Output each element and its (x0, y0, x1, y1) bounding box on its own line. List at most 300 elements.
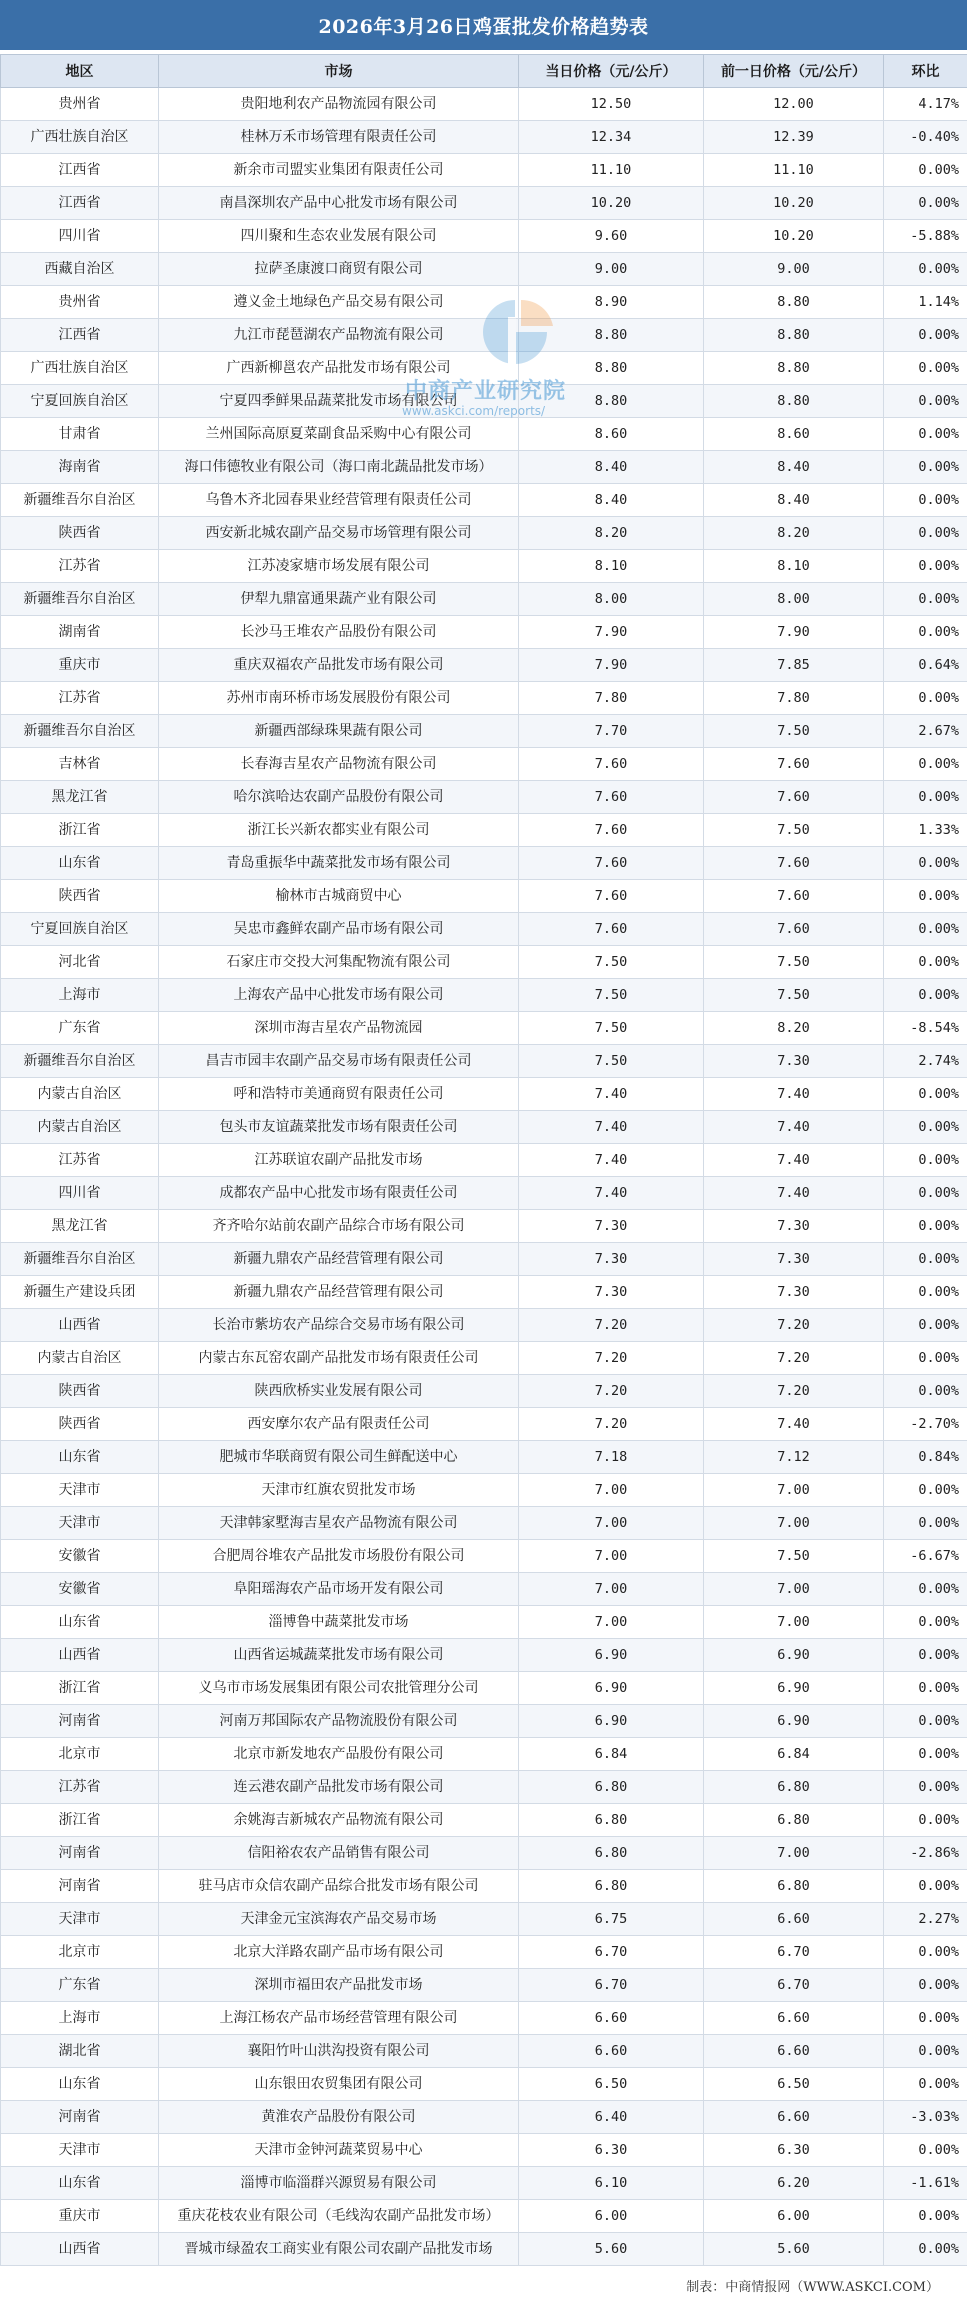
cell-previous-price: 7.40 (704, 1177, 884, 1210)
cell-region: 湖北省 (1, 2035, 159, 2068)
cell-previous-price: 8.40 (704, 451, 884, 484)
cell-region: 陕西省 (1, 1375, 159, 1408)
cell-change: 0.00% (884, 1309, 967, 1342)
cell-market: 重庆花枝农业有限公司（毛线沟农副产品批发市场） (159, 2200, 519, 2233)
cell-previous-price: 7.50 (704, 946, 884, 979)
table-row (1, 1804, 967, 1837)
cell-change: 4.17% (884, 88, 967, 121)
cell-today-price: 7.30 (519, 1243, 704, 1276)
cell-market: 深圳市福田农产品批发市场 (159, 1969, 519, 2002)
cell-region: 河南省 (1, 1870, 159, 1903)
table-row (1, 1375, 967, 1408)
cell-previous-price: 6.80 (704, 1804, 884, 1837)
cell-today-price: 7.60 (519, 880, 704, 913)
cell-market: 天津市红旗农贸批发市场 (159, 1474, 519, 1507)
cell-change: 0.00% (884, 1804, 967, 1837)
table-row (1, 1474, 967, 1507)
table-row (1, 649, 967, 682)
cell-market: 青岛重振华中蔬菜批发市场有限公司 (159, 847, 519, 880)
cell-today-price: 7.18 (519, 1441, 704, 1474)
cell-today-price: 7.60 (519, 913, 704, 946)
cell-previous-price: 8.80 (704, 319, 884, 352)
cell-region: 天津市 (1, 1507, 159, 1540)
table-row (1, 1672, 967, 1705)
cell-market: 九江市琵琶湖农产品物流有限公司 (159, 319, 519, 352)
table-row (1, 1969, 967, 2002)
cell-market: 陕西欣桥实业发展有限公司 (159, 1375, 519, 1408)
cell-region: 陕西省 (1, 517, 159, 550)
table-row (1, 616, 967, 649)
table-row (1, 880, 967, 913)
cell-market: 石家庄市交投大河集配物流有限公司 (159, 946, 519, 979)
cell-change: 0.00% (884, 2134, 967, 2167)
cell-region: 新疆维吾尔自治区 (1, 1243, 159, 1276)
cell-today-price: 12.34 (519, 121, 704, 154)
table-row (1, 682, 967, 715)
cell-today-price: 7.60 (519, 781, 704, 814)
cell-change: 0.00% (884, 484, 967, 517)
cell-today-price: 6.90 (519, 1705, 704, 1738)
cell-today-price: 6.75 (519, 1903, 704, 1936)
cell-change: 0.00% (884, 682, 967, 715)
cell-today-price: 8.60 (519, 418, 704, 451)
cell-today-price: 6.84 (519, 1738, 704, 1771)
cell-previous-price: 7.50 (704, 1540, 884, 1573)
watermark-text: 中商产业研究院 (405, 378, 567, 404)
table-row (1, 583, 967, 616)
cell-change: 0.00% (884, 1144, 967, 1177)
cell-change: 0.00% (884, 1078, 967, 1111)
cell-market: 新余市司盟实业集团有限责任公司 (159, 154, 519, 187)
cell-today-price: 7.40 (519, 1144, 704, 1177)
cell-change: -2.70% (884, 1408, 967, 1441)
cell-region: 西藏自治区 (1, 253, 159, 286)
cell-today-price: 6.80 (519, 1804, 704, 1837)
cell-today-price: 7.20 (519, 1408, 704, 1441)
table-row (1, 2101, 967, 2134)
cell-change: 0.00% (884, 880, 967, 913)
cell-previous-price: 9.00 (704, 253, 884, 286)
cell-today-price: 7.60 (519, 814, 704, 847)
cell-previous-price: 6.70 (704, 1936, 884, 1969)
cell-region: 新疆维吾尔自治区 (1, 484, 159, 517)
cell-previous-price: 7.40 (704, 1078, 884, 1111)
cell-region: 广西壮族自治区 (1, 121, 159, 154)
cell-market: 齐齐哈尔站前农副产品综合市场有限公司 (159, 1210, 519, 1243)
table-row (1, 154, 967, 187)
cell-today-price: 6.90 (519, 1672, 704, 1705)
cell-change: 0.00% (884, 2035, 967, 2068)
table-row (1, 253, 967, 286)
cell-previous-price: 6.84 (704, 1738, 884, 1771)
cell-market: 连云港农副产品批发市场有限公司 (159, 1771, 519, 1804)
table-row (1, 979, 967, 1012)
cell-region: 河南省 (1, 1837, 159, 1870)
cell-today-price: 7.90 (519, 616, 704, 649)
cell-previous-price: 7.20 (704, 1375, 884, 1408)
cell-region: 河北省 (1, 946, 159, 979)
cell-region: 重庆市 (1, 649, 159, 682)
cell-market: 天津市金钟河蔬菜贸易中心 (159, 2134, 519, 2167)
table-row (1, 1276, 967, 1309)
cell-previous-price: 7.50 (704, 979, 884, 1012)
cell-previous-price: 7.12 (704, 1441, 884, 1474)
source-note: 制表：中商情报网（WWW.ASKCI.COM） (686, 2280, 939, 2295)
table-row (1, 1639, 967, 1672)
cell-region: 浙江省 (1, 1804, 159, 1837)
cell-region: 黑龙江省 (1, 1210, 159, 1243)
table-row (1, 1606, 967, 1639)
cell-change: -1.61% (884, 2167, 967, 2200)
cell-market: 新疆九鼎农产品经营管理有限公司 (159, 1243, 519, 1276)
cell-market: 苏州市南环桥市场发展股份有限公司 (159, 682, 519, 715)
table-row (1, 2167, 967, 2200)
cell-region: 江西省 (1, 154, 159, 187)
table-row (1, 913, 967, 946)
cell-today-price: 6.60 (519, 2002, 704, 2035)
cell-region: 贵州省 (1, 88, 159, 121)
cell-market: 江苏联谊农副产品批发市场 (159, 1144, 519, 1177)
cell-change: 0.00% (884, 517, 967, 550)
cell-today-price: 7.50 (519, 1045, 704, 1078)
cell-market: 合肥周谷堆农产品批发市场股份有限公司 (159, 1540, 519, 1573)
cell-region: 内蒙古自治区 (1, 1342, 159, 1375)
cell-market: 深圳市海吉星农产品物流园 (159, 1012, 519, 1045)
cell-region: 湖南省 (1, 616, 159, 649)
cell-region: 陕西省 (1, 880, 159, 913)
cell-change: 0.00% (884, 1243, 967, 1276)
cell-market: 山东银田农贸集团有限公司 (159, 2068, 519, 2101)
cell-change: 0.00% (884, 781, 967, 814)
cell-today-price: 5.60 (519, 2233, 704, 2266)
cell-region: 江苏省 (1, 1771, 159, 1804)
cell-region: 山东省 (1, 1606, 159, 1639)
cell-market: 长春海吉星农产品物流有限公司 (159, 748, 519, 781)
table-row (1, 319, 967, 352)
cell-market: 襄阳竹叶山洪沟投资有限公司 (159, 2035, 519, 2068)
cell-previous-price: 7.60 (704, 748, 884, 781)
cell-region: 内蒙古自治区 (1, 1078, 159, 1111)
table-row (1, 1210, 967, 1243)
table-row (1, 121, 967, 154)
cell-change: 0.84% (884, 1441, 967, 1474)
cell-market: 北京市新发地农产品股份有限公司 (159, 1738, 519, 1771)
cell-change: 0.00% (884, 1177, 967, 1210)
cell-today-price: 6.60 (519, 2035, 704, 2068)
cell-previous-price: 7.40 (704, 1111, 884, 1144)
cell-today-price: 7.50 (519, 1012, 704, 1045)
table-row (1, 1408, 967, 1441)
cell-previous-price: 6.30 (704, 2134, 884, 2167)
cell-change: 0.00% (884, 1606, 967, 1639)
cell-region: 安徽省 (1, 1540, 159, 1573)
cell-change: 0.00% (884, 1936, 967, 1969)
cell-region: 内蒙古自治区 (1, 1111, 159, 1144)
cell-market: 重庆双福农产品批发市场有限公司 (159, 649, 519, 682)
cell-today-price: 8.80 (519, 319, 704, 352)
cell-today-price: 8.00 (519, 583, 704, 616)
cell-market: 海口伟德牧业有限公司（海口南北蔬品批发市场） (159, 451, 519, 484)
cell-market: 信阳裕农农产品销售有限公司 (159, 1837, 519, 1870)
table-row (1, 814, 967, 847)
cell-change: 0.00% (884, 748, 967, 781)
cell-today-price: 7.40 (519, 1177, 704, 1210)
column-header-region: 地区 (1, 55, 159, 88)
cell-change: 1.33% (884, 814, 967, 847)
cell-region: 浙江省 (1, 814, 159, 847)
cell-today-price: 7.70 (519, 715, 704, 748)
cell-previous-price: 7.20 (704, 1309, 884, 1342)
cell-region: 天津市 (1, 2134, 159, 2167)
cell-market: 天津金元宝滨海农产品交易市场 (159, 1903, 519, 1936)
cell-change: 1.14% (884, 286, 967, 319)
cell-change: -3.03% (884, 2101, 967, 2134)
cell-region: 广西壮族自治区 (1, 352, 159, 385)
cell-change: -0.40% (884, 121, 967, 154)
cell-region: 北京市 (1, 1936, 159, 1969)
cell-previous-price: 7.60 (704, 781, 884, 814)
cell-market: 晋城市绿盈农工商实业有限公司农副产品批发市场 (159, 2233, 519, 2266)
cell-market: 余姚海吉新城农产品物流有限公司 (159, 1804, 519, 1837)
cell-change: 0.00% (884, 1474, 967, 1507)
cell-today-price: 6.70 (519, 1969, 704, 2002)
cell-today-price: 6.40 (519, 2101, 704, 2134)
table-row (1, 550, 967, 583)
cell-today-price: 7.60 (519, 847, 704, 880)
cell-region: 新疆维吾尔自治区 (1, 1045, 159, 1078)
cell-previous-price: 10.20 (704, 220, 884, 253)
cell-change: 0.00% (884, 1738, 967, 1771)
table-row (1, 88, 967, 121)
cell-today-price: 7.80 (519, 682, 704, 715)
table-row (1, 220, 967, 253)
cell-region: 上海市 (1, 979, 159, 1012)
cell-previous-price: 7.00 (704, 1507, 884, 1540)
cell-previous-price: 7.00 (704, 1573, 884, 1606)
table-row (1, 2002, 967, 2035)
cell-change: 0.00% (884, 319, 967, 352)
watermark-url: www.askci.com/reports/ (402, 404, 546, 418)
cell-change: 0.00% (884, 253, 967, 286)
cell-previous-price: 6.60 (704, 1903, 884, 1936)
cell-previous-price: 8.80 (704, 286, 884, 319)
cell-change: 0.00% (884, 451, 967, 484)
table-row (1, 1441, 967, 1474)
cell-market: 北京大洋路农副产品市场有限公司 (159, 1936, 519, 1969)
cell-market: 遵义金土地绿色产品交易有限公司 (159, 286, 519, 319)
cell-market: 西安摩尔农产品有限责任公司 (159, 1408, 519, 1441)
table-row (1, 2200, 967, 2233)
cell-market: 四川聚和生态农业发展有限公司 (159, 220, 519, 253)
cell-today-price: 8.40 (519, 451, 704, 484)
cell-region: 山西省 (1, 1639, 159, 1672)
table-row (1, 1573, 967, 1606)
cell-previous-price: 7.30 (704, 1243, 884, 1276)
cell-today-price: 7.50 (519, 946, 704, 979)
cell-previous-price: 6.60 (704, 2002, 884, 2035)
cell-change: 0.00% (884, 946, 967, 979)
cell-previous-price: 7.85 (704, 649, 884, 682)
table-row (1, 1177, 967, 1210)
cell-market: 肥城市华联商贸有限公司生鲜配送中心 (159, 1441, 519, 1474)
cell-today-price: 7.50 (519, 979, 704, 1012)
table-row (1, 2035, 967, 2068)
cell-previous-price: 7.00 (704, 1474, 884, 1507)
cell-change: 0.00% (884, 352, 967, 385)
cell-change: -6.67% (884, 1540, 967, 1573)
cell-change: 0.00% (884, 1210, 967, 1243)
column-header-market: 市场 (159, 55, 519, 88)
cell-market: 广西新柳邕农产品批发市场有限公司 (159, 352, 519, 385)
cell-today-price: 7.00 (519, 1474, 704, 1507)
cell-previous-price: 7.00 (704, 1606, 884, 1639)
table-row (1, 286, 967, 319)
cell-previous-price: 7.60 (704, 913, 884, 946)
table-row (1, 2233, 967, 2266)
cell-change: 0.00% (884, 385, 967, 418)
cell-previous-price: 8.60 (704, 418, 884, 451)
cell-market: 榆林市古城商贸中心 (159, 880, 519, 913)
cell-region: 江西省 (1, 319, 159, 352)
cell-change: 0.00% (884, 1969, 967, 2002)
cell-market: 乌鲁木齐北园春果业经营管理有限责任公司 (159, 484, 519, 517)
cell-region: 河南省 (1, 1705, 159, 1738)
cell-region: 江苏省 (1, 550, 159, 583)
table-row (1, 1309, 967, 1342)
cell-change: 0.00% (884, 1342, 967, 1375)
cell-region: 山东省 (1, 1441, 159, 1474)
cell-today-price: 6.80 (519, 1771, 704, 1804)
cell-today-price: 9.60 (519, 220, 704, 253)
cell-today-price: 6.10 (519, 2167, 704, 2200)
cell-market: 天津韩家墅海吉星农产品物流有限公司 (159, 1507, 519, 1540)
cell-region: 江苏省 (1, 682, 159, 715)
table-row (1, 847, 967, 880)
cell-today-price: 7.40 (519, 1111, 704, 1144)
cell-previous-price: 8.80 (704, 385, 884, 418)
cell-region: 新疆维吾尔自治区 (1, 715, 159, 748)
cell-previous-price: 6.00 (704, 2200, 884, 2233)
cell-previous-price: 8.20 (704, 1012, 884, 1045)
cell-previous-price: 6.80 (704, 1771, 884, 1804)
cell-previous-price: 6.60 (704, 2101, 884, 2134)
cell-market: 伊犁九鼎富通果蔬产业有限公司 (159, 583, 519, 616)
cell-previous-price: 6.90 (704, 1639, 884, 1672)
table-row (1, 418, 967, 451)
cell-previous-price: 7.50 (704, 814, 884, 847)
cell-region: 天津市 (1, 1474, 159, 1507)
table-row (1, 1045, 967, 1078)
cell-change: -5.88% (884, 220, 967, 253)
cell-today-price: 8.10 (519, 550, 704, 583)
cell-change: -8.54% (884, 1012, 967, 1045)
cell-region: 江苏省 (1, 1144, 159, 1177)
cell-market: 阜阳瑶海农产品市场开发有限公司 (159, 1573, 519, 1606)
cell-previous-price: 8.40 (704, 484, 884, 517)
cell-previous-price: 7.30 (704, 1210, 884, 1243)
cell-previous-price: 11.10 (704, 154, 884, 187)
cell-previous-price: 12.00 (704, 88, 884, 121)
table-row (1, 1243, 967, 1276)
cell-market: 成都农产品中心批发市场有限责任公司 (159, 1177, 519, 1210)
cell-previous-price: 8.10 (704, 550, 884, 583)
cell-today-price: 7.00 (519, 1507, 704, 1540)
cell-change: 0.00% (884, 1771, 967, 1804)
cell-previous-price: 7.80 (704, 682, 884, 715)
cell-previous-price: 7.30 (704, 1276, 884, 1309)
cell-previous-price: 6.90 (704, 1672, 884, 1705)
cell-region: 贵州省 (1, 286, 159, 319)
cell-previous-price: 12.39 (704, 121, 884, 154)
cell-market: 西安新北城农副产品交易市场管理有限公司 (159, 517, 519, 550)
cell-market: 义乌市市场发展集团有限公司农批管理分公司 (159, 1672, 519, 1705)
cell-market: 淄博鲁中蔬菜批发市场 (159, 1606, 519, 1639)
cell-previous-price: 7.60 (704, 880, 884, 913)
table-row (1, 2134, 967, 2167)
cell-today-price: 11.10 (519, 154, 704, 187)
cell-market: 宁夏四季鲜果品蔬菜批发市场有限公司 (159, 385, 519, 418)
cell-today-price: 7.30 (519, 1276, 704, 1309)
cell-market: 长治市紫坊农产品综合交易市场有限公司 (159, 1309, 519, 1342)
cell-today-price: 7.20 (519, 1342, 704, 1375)
cell-today-price: 8.80 (519, 352, 704, 385)
cell-change: 2.27% (884, 1903, 967, 1936)
cell-region: 山东省 (1, 847, 159, 880)
cell-previous-price: 7.20 (704, 1342, 884, 1375)
cell-region: 四川省 (1, 220, 159, 253)
cell-region: 甘肃省 (1, 418, 159, 451)
cell-change: 0.00% (884, 583, 967, 616)
cell-today-price: 8.90 (519, 286, 704, 319)
table-row (1, 1078, 967, 1111)
cell-market: 吴忠市鑫鲜农副产品市场有限公司 (159, 913, 519, 946)
cell-change: 0.00% (884, 1111, 967, 1144)
cell-previous-price: 7.50 (704, 715, 884, 748)
cell-today-price: 8.20 (519, 517, 704, 550)
table-title: 2026年3月26日鸡蛋批发价格趋势表 (0, 0, 967, 50)
cell-today-price: 6.90 (519, 1639, 704, 1672)
cell-previous-price: 7.40 (704, 1144, 884, 1177)
table-row (1, 1705, 967, 1738)
cell-previous-price: 7.90 (704, 616, 884, 649)
cell-market: 上海江杨农产品市场经营管理有限公司 (159, 2002, 519, 2035)
cell-previous-price: 6.20 (704, 2167, 884, 2200)
table-row (1, 1936, 967, 1969)
table-row (1, 1870, 967, 1903)
cell-change: 0.00% (884, 616, 967, 649)
cell-today-price: 7.40 (519, 1078, 704, 1111)
table-row (1, 1903, 967, 1936)
cell-previous-price: 6.90 (704, 1705, 884, 1738)
cell-today-price: 7.00 (519, 1606, 704, 1639)
cell-change: 0.00% (884, 979, 967, 1012)
cell-change: 0.00% (884, 2200, 967, 2233)
cell-market: 南昌深圳农产品中心批发市场有限公司 (159, 187, 519, 220)
cell-today-price: 9.00 (519, 253, 704, 286)
cell-region: 黑龙江省 (1, 781, 159, 814)
cell-market: 昌吉市园丰农副产品交易市场有限责任公司 (159, 1045, 519, 1078)
cell-change: 0.00% (884, 1507, 967, 1540)
cell-change: 0.00% (884, 1870, 967, 1903)
cell-market: 新疆西部绿珠果蔬有限公司 (159, 715, 519, 748)
table-row (1, 1507, 967, 1540)
cell-region: 重庆市 (1, 2200, 159, 2233)
cell-region: 新疆生产建设兵团 (1, 1276, 159, 1309)
cell-market: 江苏凌家塘市场发展有限公司 (159, 550, 519, 583)
table-row (1, 1111, 967, 1144)
cell-region: 上海市 (1, 2002, 159, 2035)
table-row (1, 2068, 967, 2101)
